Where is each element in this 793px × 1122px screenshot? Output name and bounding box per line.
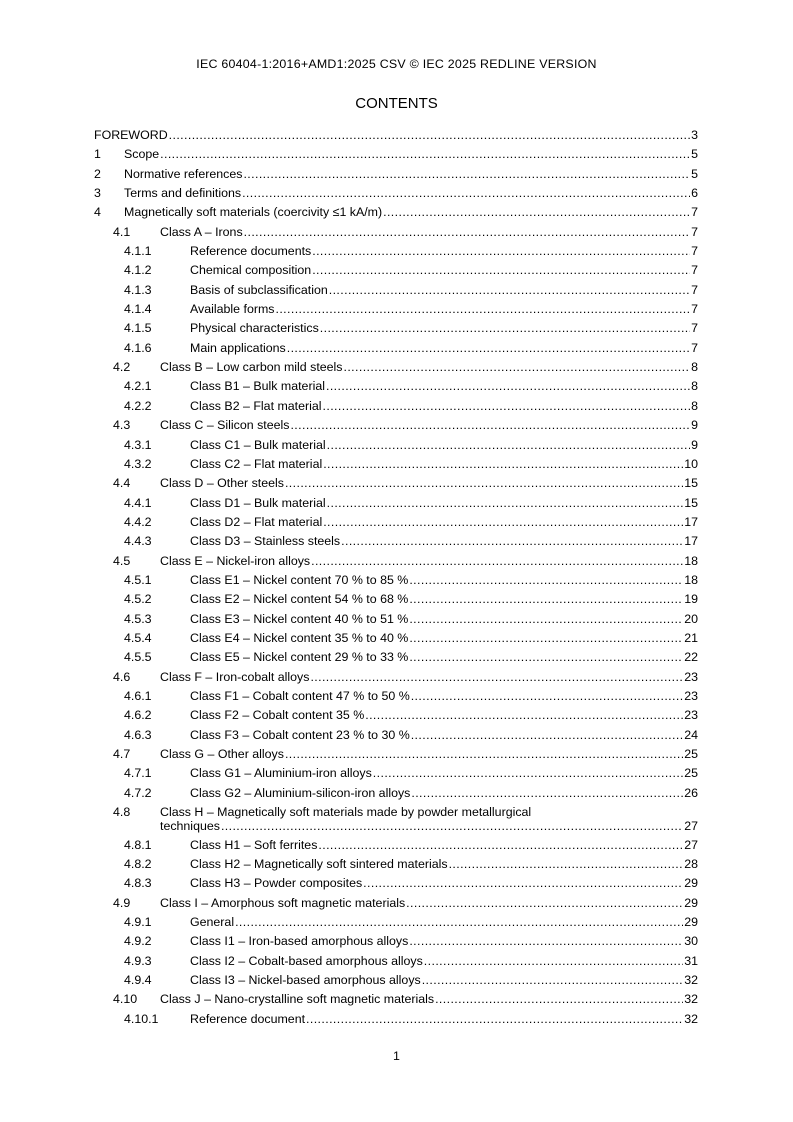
toc-entry[interactable] [94, 648, 698, 667]
toc-entry-number: 4.10 [113, 992, 138, 1007]
toc-entry-title: Class G – Other alloys [160, 747, 284, 761]
dot-leader [383, 203, 690, 222]
toc-entry-number: 4 [94, 205, 101, 220]
toc-entry[interactable] [94, 803, 698, 836]
toc-entry[interactable] [94, 223, 698, 242]
toc-entry-line [190, 1010, 698, 1029]
toc-entry-page: 7 [691, 205, 698, 220]
toc-entry-line [94, 126, 698, 145]
dot-leader [409, 590, 683, 609]
toc-entry-page: 23 [684, 708, 698, 723]
toc-entry-title: Class E5 – Nickel content 29 % to 33 % [190, 650, 409, 665]
toc-entry[interactable] [94, 687, 698, 706]
toc-entry-page: 7 [691, 340, 698, 355]
dot-leader [160, 145, 690, 164]
toc-entry-number: 4.8.3 [124, 876, 152, 891]
toc-entry-page: 32 [684, 972, 698, 987]
toc-entry[interactable] [94, 874, 698, 893]
toc-entry[interactable] [94, 165, 698, 184]
dot-leader [327, 436, 690, 455]
toc-entry-line [190, 571, 698, 590]
toc-entry-line [160, 552, 698, 571]
toc-entry-title: Class B – Low carbon mild steels [160, 360, 343, 375]
dot-leader [406, 894, 683, 913]
toc-entry-page: 7 [691, 282, 698, 297]
toc-entry-number: 4.1.1 [124, 244, 152, 259]
toc-entry-number: 4.9.2 [124, 934, 152, 949]
toc-entry[interactable] [94, 706, 698, 725]
toc-entry-page: 9 [691, 437, 698, 452]
dot-leader [285, 745, 683, 764]
toc-entry-page: 17 [684, 534, 698, 549]
toc-entry[interactable] [94, 455, 698, 474]
toc-entry-number: 4.5.1 [124, 572, 152, 587]
dot-leader [365, 706, 683, 725]
toc-entry[interactable] [94, 358, 698, 377]
toc-entry-title: Class I – Amorphous soft magnetic materials [160, 895, 406, 910]
dot-leader [344, 358, 691, 377]
toc-entry[interactable] [94, 416, 698, 435]
toc-entry-line [124, 145, 698, 164]
toc-entry-number: 4.7.2 [124, 785, 152, 800]
toc-entry-line [190, 261, 698, 280]
toc-entry[interactable] [94, 913, 698, 932]
toc-entry-line [190, 513, 698, 532]
toc-entry-line [190, 436, 698, 455]
toc-entry-page: 10 [684, 456, 698, 471]
toc-entry-page: 21 [684, 630, 698, 645]
toc-entry-page: 7 [691, 321, 698, 336]
dot-leader [318, 836, 683, 855]
toc-entry[interactable] [94, 203, 698, 222]
toc-entry-page: 20 [684, 611, 698, 626]
toc-entry-title: Class C – Silicon steels [160, 418, 290, 433]
dot-leader [285, 474, 683, 493]
toc-entry-line [160, 358, 698, 377]
toc-entry-line [160, 990, 698, 1009]
dot-leader [373, 764, 683, 783]
toc-entry-line [190, 687, 698, 706]
toc-entry-line [160, 223, 698, 242]
toc-entry[interactable] [94, 932, 698, 951]
toc-entry-title: Class J – Nano-crystalline soft magnetic materials [160, 992, 435, 1007]
toc-entry-number: 4.4.3 [124, 534, 152, 549]
toc-entry[interactable] [94, 339, 698, 358]
toc-entry[interactable] [94, 784, 698, 803]
toc-entry-title: Class F3 – Cobalt content 23 % to 30 % [190, 727, 410, 742]
dot-leader [275, 300, 690, 319]
toc-entry-title: Class H – Magnetically soft materials made by powder metallurgical [160, 805, 532, 820]
toc-entry-number: 4.3 [113, 418, 131, 433]
toc-entry-line [190, 300, 698, 319]
toc-entry-page: 8 [691, 398, 698, 413]
toc-entry[interactable] [94, 836, 698, 855]
toc-entry-title: Class I1 – Iron-based amorphous alloys [190, 934, 409, 949]
toc-entry-page: 7 [691, 244, 698, 259]
dot-leader [244, 223, 690, 242]
toc-entry-line [190, 242, 698, 261]
toc-entry[interactable] [94, 513, 698, 532]
dot-leader [312, 261, 690, 280]
dot-leader [341, 532, 683, 551]
toc-entry-page: 27 [684, 818, 698, 833]
toc-entry-number: 4.9.4 [124, 972, 152, 987]
toc-entry-number: 4.2.2 [124, 398, 152, 413]
toc-entry-line [190, 971, 698, 990]
toc-entry-line [190, 706, 698, 725]
toc-entry[interactable] [94, 571, 698, 590]
dot-leader [290, 416, 690, 435]
toc-entry-number: 4.10.1 [124, 1011, 159, 1026]
toc-entry-title: Scope [124, 147, 160, 162]
toc-entry-page: 31 [684, 953, 698, 968]
toc-entry-number: 1 [94, 147, 101, 162]
toc-entry-title: Class D1 – Bulk material [190, 495, 326, 510]
dot-leader [320, 319, 690, 338]
dot-leader [411, 726, 683, 745]
toc-entry-number: 4.6.3 [124, 727, 152, 742]
toc-entry-title: Class H3 – Powder composites [190, 876, 363, 891]
toc-entry-page: 25 [684, 747, 698, 761]
toc-entry-number: 4.1.2 [124, 263, 152, 278]
toc-entry-number: 4.1.6 [124, 340, 152, 355]
toc-entry-line [190, 648, 698, 667]
toc-entry[interactable] [94, 436, 698, 455]
toc-entry-line [190, 339, 698, 358]
toc-entry-page: 19 [684, 592, 698, 607]
toc-entry-line [190, 874, 698, 893]
toc-entry-page: 30 [684, 934, 698, 949]
toc-entry-line [190, 932, 698, 951]
toc-entry-title: Terms and definitions [124, 186, 242, 201]
toc-entry-title: Class I2 – Cobalt-based amorphous alloys [190, 953, 423, 968]
toc-entry-title: Class D2 – Flat material [190, 514, 323, 529]
dot-leader [409, 629, 683, 648]
toc-entry-page: 22 [684, 650, 698, 665]
dot-leader [235, 913, 683, 932]
toc-entry-title: Magnetically soft materials (coercivity ≤1 kA/m) [124, 205, 383, 220]
toc-entry-line [190, 629, 698, 648]
toc-entry[interactable] [94, 764, 698, 783]
toc-entry-page: 5 [691, 147, 698, 162]
toc-entry[interactable] [94, 855, 698, 874]
page-number: 1 [393, 1049, 400, 1063]
toc-entry-title: Reference document [190, 1011, 306, 1026]
toc-entry-line [190, 281, 698, 300]
toc-entry-number: 2 [94, 166, 101, 181]
toc-entry-title: Class E1 – Nickel content 70 % to 85 % [190, 572, 409, 587]
toc-entry-line [160, 817, 698, 836]
toc-entry-line [190, 455, 698, 474]
toc-entry-page: 24 [684, 727, 698, 742]
toc-entry-page: 7 [691, 224, 698, 239]
toc-entry-title: FOREWORD [94, 128, 168, 142]
dot-leader [323, 397, 691, 416]
toc-entry[interactable] [94, 590, 698, 609]
toc-entry-number: 4.4.2 [124, 514, 152, 529]
toc-entry[interactable] [94, 494, 698, 513]
toc-entry[interactable] [94, 552, 698, 571]
toc-entry-page: 28 [684, 856, 698, 871]
dot-leader [169, 126, 690, 145]
toc-entry-number: 4.4 [113, 476, 131, 491]
toc-entry-title: Class C1 – Bulk material [190, 437, 326, 452]
toc-entry-page: 29 [684, 914, 698, 929]
dot-leader [449, 855, 684, 874]
toc-entry-title: Class D3 – Stainless steels [190, 534, 341, 549]
toc-entry-title: Class H1 – Soft ferrites [190, 837, 318, 852]
toc-entry-number: 4.5.3 [124, 611, 152, 626]
toc-entry-title: Class F2 – Cobalt content 35 % [190, 708, 365, 723]
toc-entry-number: 4.8.1 [124, 837, 152, 852]
toc-entry[interactable] [94, 668, 698, 687]
dot-leader [411, 687, 683, 706]
dot-leader [242, 184, 690, 203]
dot-leader [312, 242, 690, 261]
toc-entry-line [190, 377, 698, 396]
toc-entry-title-continuation: techniques [160, 818, 220, 833]
toc-entry-title: Class E4 – Nickel content 35 % to 40 % [190, 630, 409, 645]
toc-entry[interactable] [94, 126, 698, 145]
dot-leader [287, 339, 690, 358]
dot-leader [409, 610, 683, 629]
toc-entry-page: 25 [684, 766, 698, 781]
toc-entry-number: 4.2.1 [124, 379, 152, 394]
toc-entry-page: 7 [691, 263, 698, 278]
toc-entry[interactable] [94, 145, 698, 164]
toc-entry-line [160, 416, 698, 435]
dot-leader [221, 817, 683, 836]
toc-entry-number: 4.6 [113, 669, 131, 684]
dot-leader [323, 455, 683, 474]
dot-leader [329, 281, 690, 300]
toc-entry[interactable] [94, 184, 698, 203]
dot-leader [409, 571, 683, 590]
toc-entry[interactable] [94, 745, 698, 764]
toc-entry-title: Available forms [190, 302, 275, 317]
toc-entry-number: 4.1.3 [124, 282, 152, 297]
toc-entry-title: Class A – Irons [160, 224, 243, 239]
dot-leader [310, 668, 683, 687]
dot-leader [424, 952, 683, 971]
toc-entry-page: 15 [684, 495, 698, 510]
toc-entry-number: 4.8 [113, 805, 131, 820]
toc-entry-page: 18 [684, 572, 698, 587]
toc-entry-line [190, 590, 698, 609]
toc-entry-page: 23 [684, 688, 698, 703]
dot-leader [435, 990, 683, 1009]
toc-entry-line [190, 855, 698, 874]
toc-entry[interactable] [94, 474, 698, 493]
toc-entry-line [124, 165, 698, 184]
toc-entry-title: Class F1 – Cobalt content 47 % to 50 % [190, 688, 410, 703]
dot-leader [411, 784, 683, 803]
toc-entry-line [160, 745, 698, 764]
dot-leader [363, 874, 683, 893]
toc-entry-title: Class I3 – Nickel-based amorphous alloys [190, 972, 421, 987]
toc-entry[interactable] [94, 242, 698, 261]
toc-entry[interactable] [94, 894, 698, 913]
toc-entry-title: Class E – Nickel-iron alloys [160, 553, 311, 568]
toc-entry-line [124, 203, 698, 222]
toc-entry-title: Main applications [190, 340, 286, 355]
toc-entry-page: 32 [684, 992, 698, 1007]
dot-leader [326, 377, 690, 396]
toc-entry-page: 17 [684, 514, 698, 529]
toc-entry[interactable] [94, 610, 698, 629]
toc-entry[interactable] [94, 952, 698, 971]
toc-entry-page: 23 [684, 669, 698, 684]
toc-entry-page: 7 [691, 302, 698, 317]
toc-entry-number: 4.9.3 [124, 953, 152, 968]
toc-entry-number: 4.3.1 [124, 437, 152, 452]
toc-entry-line [190, 913, 698, 932]
toc-entry-number: 4.7.1 [124, 766, 152, 781]
toc-entry[interactable] [94, 726, 698, 745]
toc-entry[interactable] [94, 397, 698, 416]
toc-entry-page: 3 [691, 128, 698, 142]
toc-entry[interactable] [94, 281, 698, 300]
toc-entry-title: Class F – Iron-cobalt alloys [160, 669, 310, 684]
toc-entry-line [190, 836, 698, 855]
toc-entry-number: 4.5.2 [124, 592, 152, 607]
toc-entry-line [190, 610, 698, 629]
toc-entry-line [190, 952, 698, 971]
toc-entry-page: 8 [691, 379, 698, 394]
toc-entry-title: Class G1 – Aluminium-iron alloys [190, 766, 372, 781]
toc-entry-number: 4.5.4 [124, 630, 152, 645]
table-of-contents [94, 126, 698, 1029]
toc-entry-page: 32 [684, 1011, 698, 1026]
toc-entry-title: Physical characteristics [190, 321, 319, 336]
dot-leader [409, 648, 683, 667]
toc-entry-line [190, 397, 698, 416]
toc-entry-page: 26 [684, 785, 698, 800]
toc-entry-line [190, 726, 698, 745]
toc-entry-line [190, 494, 698, 513]
page-title: CONTENTS [355, 95, 438, 112]
toc-entry-line [190, 764, 698, 783]
dot-leader [409, 932, 683, 951]
toc-entry-number: 4.7 [113, 747, 131, 761]
toc-entry-title: Chemical composition [190, 263, 312, 278]
dot-leader [243, 165, 690, 184]
toc-entry[interactable] [94, 319, 698, 338]
dot-leader [311, 552, 683, 571]
toc-entry[interactable] [94, 1010, 698, 1029]
toc-entry-number: 4.1.4 [124, 302, 152, 317]
toc-entry-title: Class B1 – Bulk material [190, 379, 325, 394]
toc-entry-title: Class E3 – Nickel content 40 % to 51 % [190, 611, 409, 626]
toc-entry-title: Normative references [124, 166, 243, 181]
toc-entry[interactable] [94, 532, 698, 551]
toc-entry-number: 4.9 [113, 895, 131, 910]
toc-entry-line [160, 668, 698, 687]
toc-entry-number: 4.6.1 [124, 688, 152, 703]
toc-entry-page: 29 [684, 876, 698, 891]
toc-entry-page: 29 [684, 895, 698, 910]
toc-entry-number: 4.2 [113, 360, 131, 375]
toc-entry-number: 3 [94, 186, 101, 201]
toc-entry-title: Basis of subclassification [190, 282, 328, 297]
toc-entry-number: 4.4.1 [124, 495, 152, 510]
toc-entry-number: 4.1.5 [124, 321, 152, 336]
toc-entry[interactable] [94, 261, 698, 280]
toc-entry-page: 27 [684, 837, 698, 852]
toc-entry-title: Class D – Other steels [160, 476, 284, 491]
toc-entry-line [124, 184, 698, 203]
dot-leader [422, 971, 683, 990]
toc-entry-line [160, 474, 698, 493]
toc-entry-page: 15 [684, 476, 698, 491]
toc-entry-line [160, 894, 698, 913]
toc-entry-number: 4.9.1 [124, 914, 152, 929]
toc-entry-number: 4.1 [113, 224, 131, 239]
toc-entry-title: Class G2 – Aluminium-silicon-iron alloys [190, 785, 411, 800]
document-header: IEC 60404-1:2016+AMD1:2025 CSV © IEC 2025 REDLINE VERSION [196, 57, 597, 71]
toc-entry-page: 9 [691, 418, 698, 433]
toc-entry-title: Class B2 – Flat material [190, 398, 322, 413]
toc-entry-page: 6 [691, 186, 698, 201]
toc-entry[interactable] [94, 629, 698, 648]
toc-entry-number: 4.6.2 [124, 708, 152, 723]
dot-leader [327, 494, 684, 513]
toc-entry-line [190, 532, 698, 551]
toc-entry-page: 18 [684, 553, 698, 568]
toc-entry-title: Class C2 – Flat material [190, 456, 323, 471]
toc-entry-number: 4.5 [113, 553, 131, 568]
toc-entry-page: 5 [691, 166, 698, 181]
toc-entry-number: 4.3.2 [124, 456, 152, 471]
toc-entry-page: 8 [691, 360, 698, 375]
toc-entry-title: Class H2 – Magnetically soft sintered materials [190, 856, 448, 871]
toc-entry-number: 4.5.5 [124, 650, 152, 665]
toc-entry-line [190, 319, 698, 338]
toc-entry[interactable] [94, 377, 698, 396]
toc-entry-title: General [190, 914, 235, 929]
toc-entry-line [190, 784, 698, 803]
toc-entry[interactable] [94, 971, 698, 990]
toc-entry-number: 4.8.2 [124, 856, 152, 871]
dot-leader [306, 1010, 683, 1029]
toc-entry-title: Reference documents [190, 244, 312, 259]
dot-leader [323, 513, 683, 532]
toc-entry-title: Class E2 – Nickel content 54 % to 68 % [190, 592, 409, 607]
toc-entry[interactable] [94, 990, 698, 1009]
toc-entry[interactable] [94, 300, 698, 319]
